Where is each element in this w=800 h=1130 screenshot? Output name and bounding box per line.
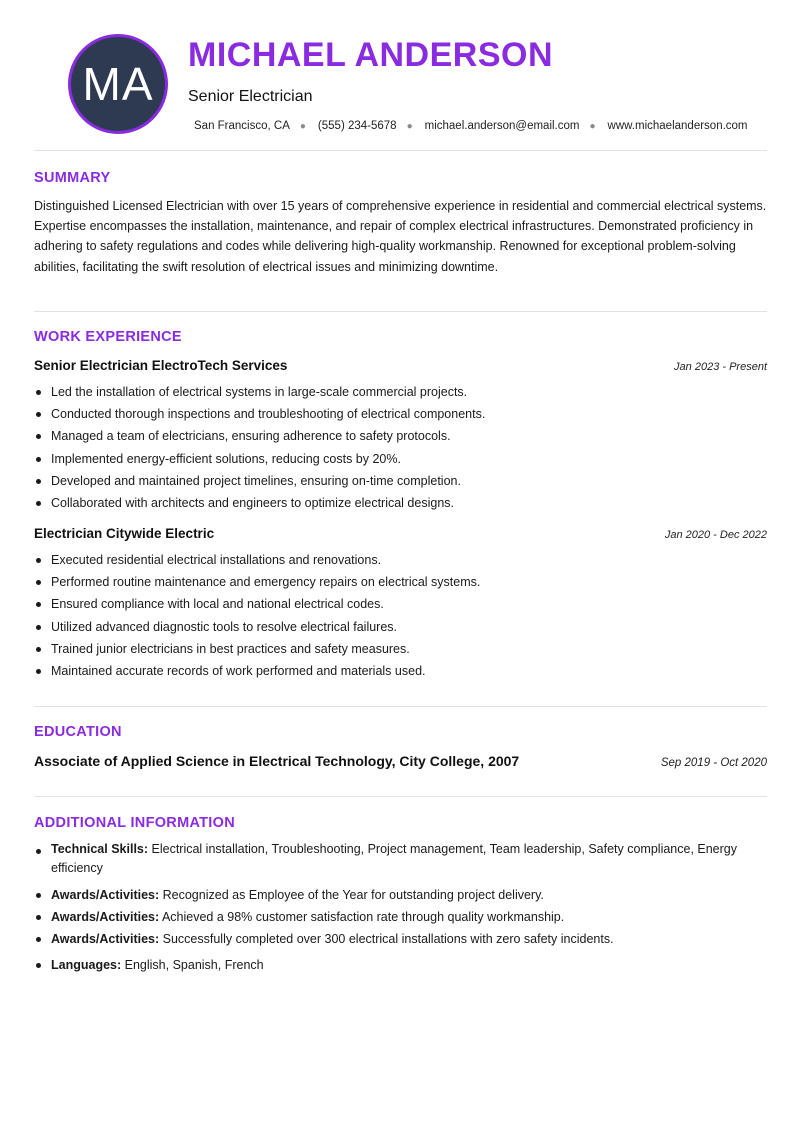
section-divider <box>34 796 767 797</box>
additional-information-heading: ADDITIONAL INFORMATION <box>34 815 235 831</box>
job-dates: Jan 2023 - Present <box>674 361 767 373</box>
education-heading: EDUCATION <box>34 724 122 740</box>
separator-dot-icon: ● <box>406 120 413 132</box>
candidate-name: MICHAEL ANDERSON <box>188 36 554 74</box>
list-item <box>51 884 785 906</box>
list-item: Utilized advanced diagnostic tools to resolve electrical failures. <box>51 616 785 638</box>
summary-text: Distinguished Licensed Electrician with over 15 years of comprehensive experience in residential and commercial electrical systems. Expertise encompasses the installation, maintenance, and repair of complex electrical infrastructures. Demonstrated proficiency in adhering to safety regulations and codes while delivering high-quality workmanship. Renowned for exceptional problem-solving abilities, facilitating the swift resolution of electrical issues and minimizing downtime. <box>34 199 767 274</box>
item-text: Achieved a 98% customer satisfaction rate through quality workmanship. <box>159 910 565 925</box>
item-label: Awards/Activities: <box>51 888 160 902</box>
job-bullets <box>34 381 785 514</box>
resume-header <box>34 0 767 150</box>
job-header <box>34 358 767 373</box>
contact-location: San Francisco, CA <box>194 120 290 132</box>
contact-email[interactable]: michael.anderson@email.com <box>424 120 580 132</box>
degree: Associate of Applied Science in Electrical Technology, City College, 2007 <box>34 753 520 769</box>
list-item: Trained junior electricians in best practices and safety measures. <box>51 638 785 660</box>
list-item: Managed a team of electricians, ensuring adherence to safety protocols. <box>51 425 785 447</box>
list-item: Ensured compliance with local and national electrical codes. <box>51 593 785 615</box>
list-item <box>51 906 785 928</box>
avatar <box>68 34 168 134</box>
education-dates: Sep 2019 - Oct 2020 <box>660 757 767 769</box>
avatar-initials: MA <box>82 58 154 110</box>
list-item <box>51 928 785 954</box>
item-label: Languages: <box>51 958 122 973</box>
section-divider <box>34 150 767 151</box>
job-title: Electrician Citywide Electric <box>34 526 215 541</box>
additional-info-list <box>34 840 785 977</box>
contact-phone: (555) 234-5678 <box>317 120 397 132</box>
job-header <box>34 526 767 541</box>
contact-info <box>194 120 748 132</box>
item-label: Awards/Activities: <box>51 910 160 925</box>
list-item <box>51 840 785 884</box>
list-item: Performed routine maintenance and emergency repairs on electrical systems. <box>51 571 785 593</box>
separator-dot-icon: ● <box>589 120 596 132</box>
list-item: Led the installation of electrical systems in large-scale commercial projects. <box>51 381 785 403</box>
job-title: Senior Electrician ElectroTech Services <box>34 358 288 373</box>
job-dates: Jan 2020 - Dec 2022 <box>664 529 767 541</box>
list-item: Maintained accurate records of work performed and materials used. <box>51 660 785 682</box>
item-text: Successfully completed over 300 electrical installations with zero safety incidents. <box>159 932 614 947</box>
list-item <box>51 954 785 976</box>
item-text: Electrical installation, Troubleshooting, Project management, Team leadership, Safety compliance, Energy efficiency <box>51 842 738 875</box>
list-item: Collaborated with architects and engineers to optimize electrical designs. <box>51 492 785 514</box>
candidate-title: Senior Electrician <box>188 88 313 105</box>
item-label: Technical Skills: <box>51 842 149 856</box>
job-bullets <box>34 549 785 682</box>
item-label: Awards/Activities: <box>51 932 160 947</box>
list-item: Conducted thorough inspections and troubleshooting of electrical components. <box>51 403 785 425</box>
item-text: Recognized as Employee of the Year for outstanding project delivery. <box>159 888 544 902</box>
education-entry <box>34 753 767 769</box>
list-item: Implemented energy-efficient solutions, reducing costs by 20%. <box>51 448 785 470</box>
section-divider <box>34 706 767 707</box>
list-item: Executed residential electrical installations and renovations. <box>51 549 785 571</box>
item-text: English, Spanish, French <box>121 958 264 973</box>
section-divider <box>34 311 767 312</box>
contact-website[interactable]: www.michaelanderson.com <box>607 120 748 132</box>
separator-dot-icon: ● <box>299 120 306 132</box>
work-experience-heading: WORK EXPERIENCE <box>34 329 182 345</box>
summary-heading: SUMMARY <box>34 170 111 186</box>
list-item: Developed and maintained project timelines, ensuring on-time completion. <box>51 470 785 492</box>
